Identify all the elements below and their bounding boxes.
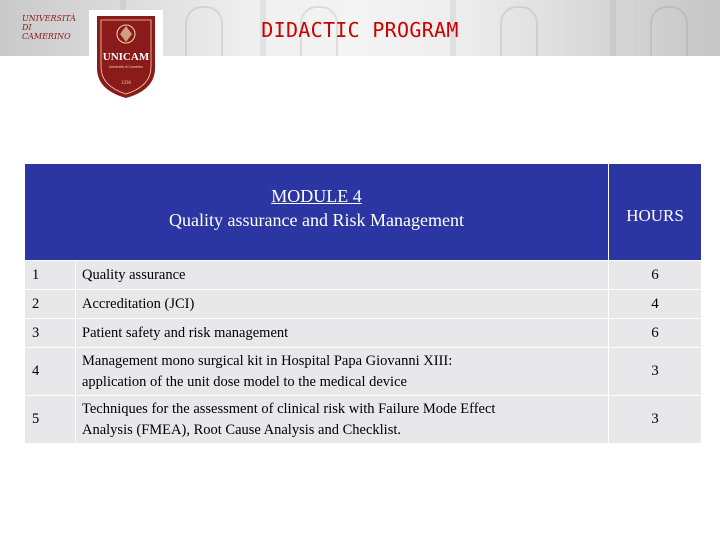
crest-text: UNICAM (102, 51, 150, 63)
row-topic: Patient safety and risk management (76, 319, 609, 348)
row-topic (76, 396, 609, 444)
row-topic-line-1: Management mono surgical kit in Hospital Papa Giovanni XIII: (82, 352, 453, 369)
hours-header: HOURS (609, 164, 702, 261)
unicam-crest-logo (89, 10, 163, 100)
wordmark-line-2: DI CAMERINO (22, 23, 71, 41)
row-number: 1 (25, 261, 76, 290)
module-header-cell (25, 164, 609, 261)
row-topic-line-2: Analysis (FMEA), Root Cause Analysis and Checklist. (82, 421, 401, 438)
module-label: MODULE 4 (271, 186, 362, 206)
row-topic-line-2: application of the unit dose model to the medical device (82, 373, 407, 390)
row-topic: Quality assurance (76, 261, 609, 290)
row-number: 2 (25, 290, 76, 319)
row-topic: Accreditation (JCI) (76, 290, 609, 319)
page-title: DIDACTIC PROGRAM (261, 18, 459, 42)
wordmark-line-1: UNIVERSITÀ (22, 14, 76, 23)
row-hours: 6 (609, 261, 702, 290)
row-topic-line-1: Techniques for the assessment of clinical risk with Failure Mode Effect (82, 400, 496, 417)
row-hours: 3 (609, 348, 702, 396)
row-topic (76, 348, 609, 396)
row-hours: 6 (609, 319, 702, 348)
crest-year: 1336 (121, 81, 131, 86)
didactic-program-table (24, 163, 702, 444)
table-row (25, 319, 702, 348)
row-hours: 3 (609, 396, 702, 444)
table-header-row (25, 164, 702, 261)
crest-subtitle: Università di Camerino (108, 65, 144, 69)
row-hours: 4 (609, 290, 702, 319)
table-row (25, 290, 702, 319)
module-title: Quality assurance and Risk Management (169, 210, 464, 230)
table-row (25, 348, 702, 396)
table-row (25, 261, 702, 290)
table-row (25, 396, 702, 444)
row-number: 5 (25, 396, 76, 444)
row-number: 3 (25, 319, 76, 348)
row-number: 4 (25, 348, 76, 396)
